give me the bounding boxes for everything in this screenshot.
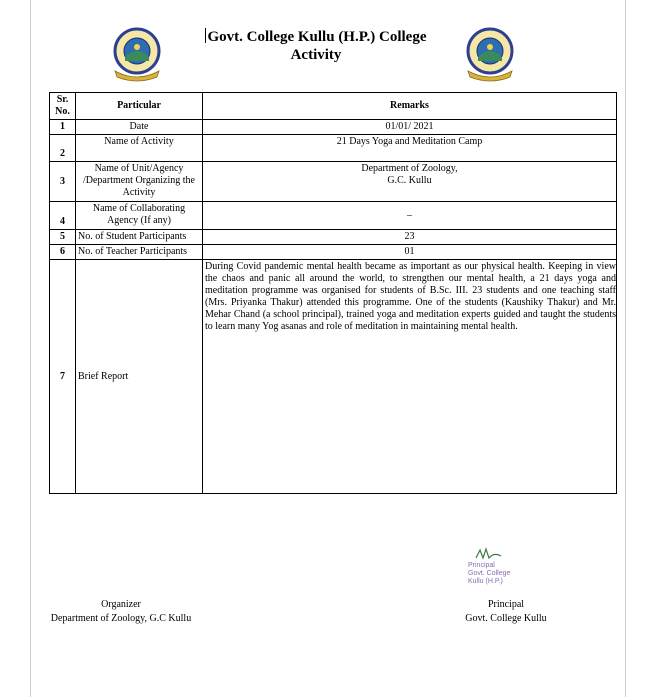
row-6-sr: 6 <box>50 245 76 260</box>
stamp-line-2: Govt. College <box>468 570 511 577</box>
row-7-particular: Brief Report <box>76 260 203 494</box>
row-1-remarks: 01/01/ 2021 <box>203 120 617 135</box>
row-5-particular: No. of Student Participants <box>76 230 203 245</box>
row-3-sr: 3 <box>50 162 76 202</box>
row-3-remarks <box>203 162 617 202</box>
header-remarks: Remarks <box>203 93 617 120</box>
header-particular: Particular <box>76 93 203 120</box>
row-4-particular: Name of Collaborating Agency (If any) <box>76 202 203 230</box>
table-row <box>50 245 617 260</box>
table-row <box>50 260 617 494</box>
row-5-remarks: 23 <box>203 230 617 245</box>
row-3-remarks-line-2: G.C. Kullu <box>387 175 432 186</box>
table-row <box>50 162 617 202</box>
row-2-particular: Name of Activity <box>76 135 203 162</box>
title-line-2: Activity <box>290 47 342 63</box>
header-sr-no: Sr. No. <box>50 93 76 120</box>
college-emblem-right <box>464 27 516 83</box>
principal-college: Govt. College Kullu <box>465 613 547 624</box>
table-header-row <box>50 93 617 120</box>
table-row <box>50 120 617 135</box>
title-text-1: Govt. College Kullu (H.P.) College <box>207 29 427 45</box>
document-page <box>30 0 626 697</box>
organizer-label: Organizer <box>101 599 141 610</box>
organizer-department: Department of Zoology, G.C Kullu <box>50 613 192 624</box>
row-4-sr: 4 <box>50 202 76 230</box>
table-row <box>50 202 617 230</box>
row-6-remarks: 01 <box>203 245 617 260</box>
college-emblem-left <box>111 27 163 83</box>
table-row <box>50 230 617 245</box>
principal-signature <box>426 598 586 626</box>
row-3-remarks-line-1: Department of Zoology, <box>361 163 458 174</box>
organizer-signature <box>31 598 211 626</box>
row-5-sr: 5 <box>50 230 76 245</box>
stamp-line-3: Kullu (H.P.) <box>468 578 503 585</box>
activity-table <box>49 92 617 494</box>
principal-label: Principal <box>487 599 525 610</box>
row-4-remarks: – <box>203 202 617 230</box>
stamp-line-1: Principal <box>468 562 495 569</box>
row-2-sr: 2 <box>50 135 76 162</box>
signature-mark <box>474 546 504 562</box>
row-3-particular: Name of Unit/Agency /Department Organizing the Activity <box>76 162 203 202</box>
row-7-sr: 7 <box>50 260 76 494</box>
principal-stamp <box>468 546 518 592</box>
row-6-particular: No. of Teacher Participants <box>76 245 203 260</box>
row-1-particular: Date <box>76 120 203 135</box>
row-7-report: During Covid pandemic mental health became as important as our physical health. Keeping in view the chaos and panic all around the world, to strengthen our mental health, a 21 days yoga and meditation programme was organised for students of B.Sc. III. 23 students and one teaching staff (Mrs. Priyanka Thakur) attended this programme. One of the students (Kaushiky Thakur) and Mr. Mehar Chand (a school principal), trained yoga and meditation experts guided and taught the students to learn many Yog asanas and role of meditation in maintaining mental health. <box>203 260 617 494</box>
document-title <box>181 28 451 64</box>
row-2-remarks: 21 Days Yoga and Meditation Camp <box>203 135 617 162</box>
table-row <box>50 135 617 162</box>
row-1-sr: 1 <box>50 120 76 135</box>
title-line-1 <box>181 28 451 46</box>
